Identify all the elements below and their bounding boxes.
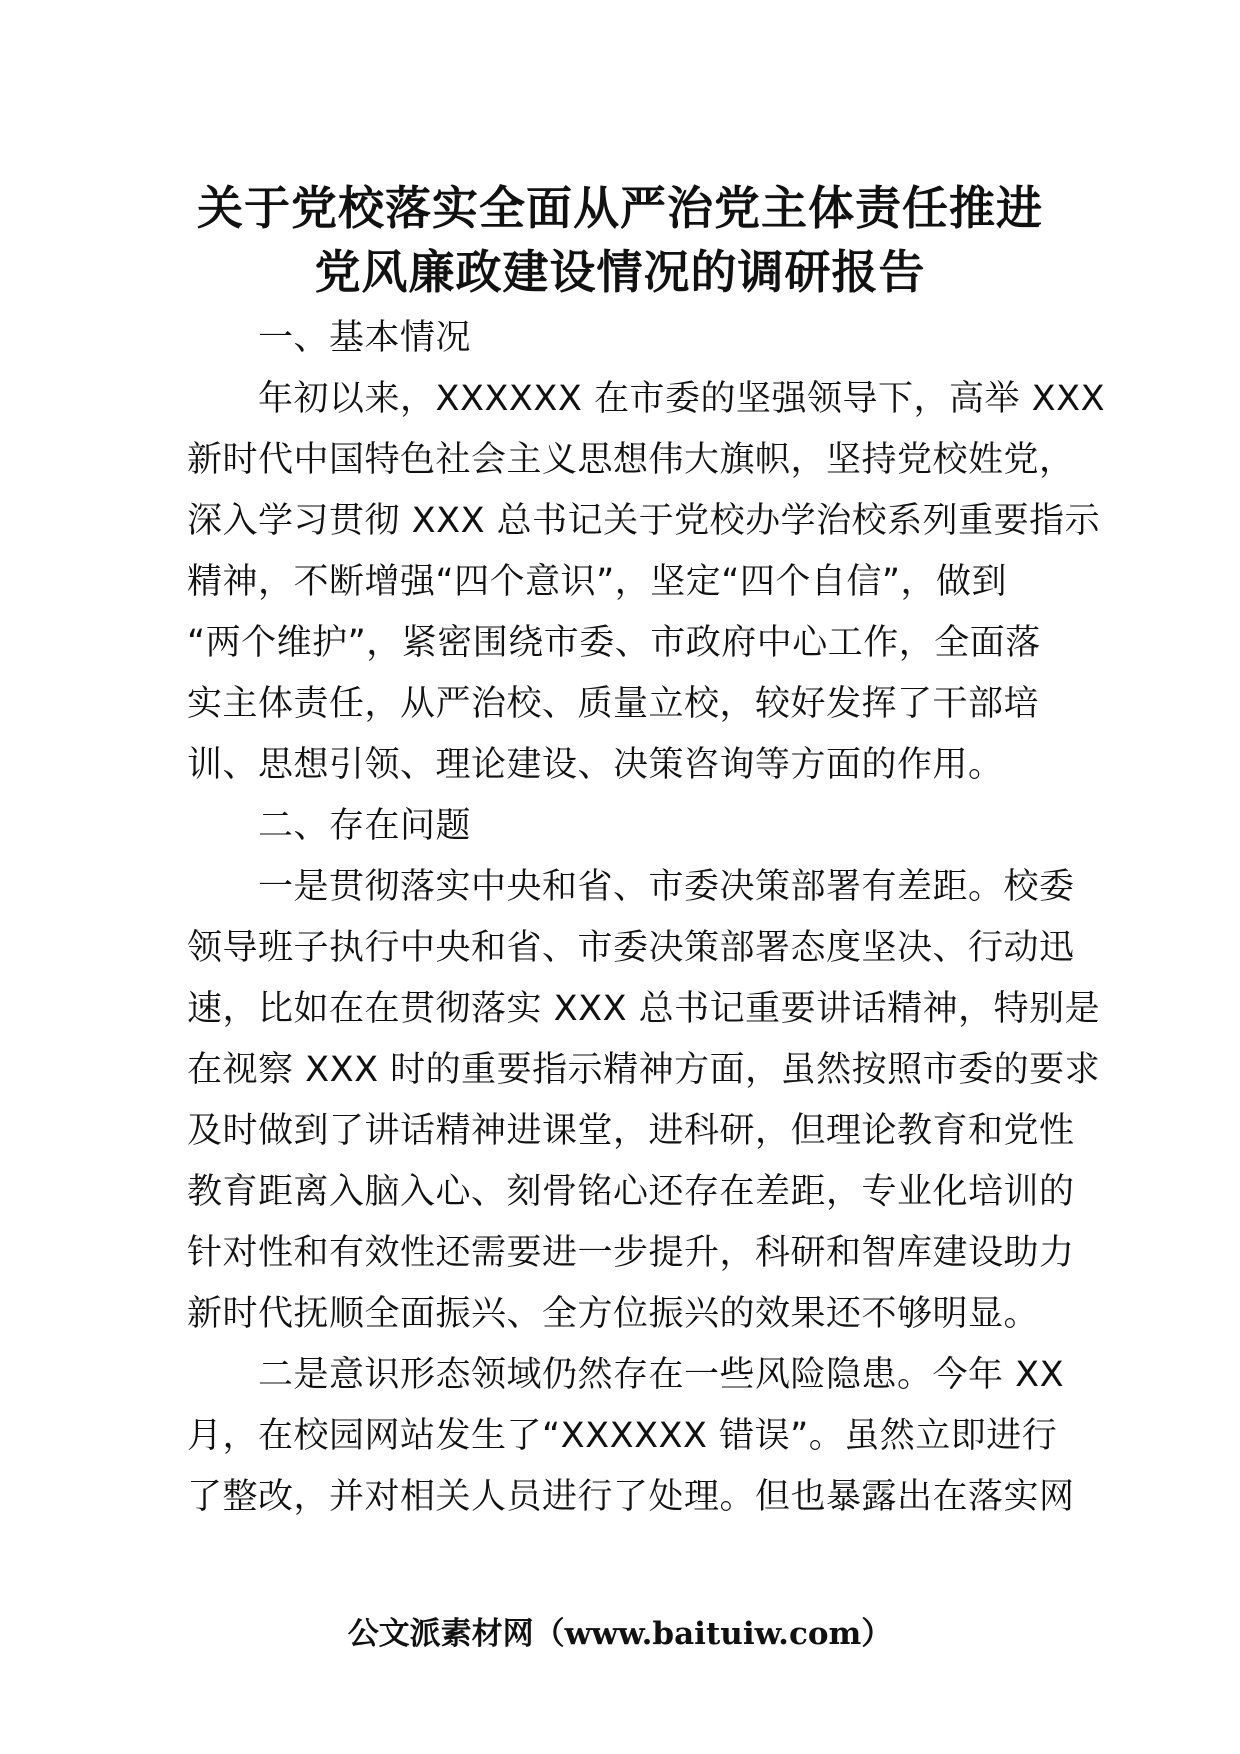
body-line: 速，比如在在贯彻落实 XXX 总书记重要讲话精神，特别是: [187, 989, 1101, 1029]
body-line: 领导班子执行中央和省、市委决策部署态度坚决、行动迅: [187, 928, 1075, 968]
section-heading-basic: 一、基本情况: [187, 318, 472, 358]
body-line: 新时代抚顺全面振兴、全方位振兴的效果还不够明显。: [187, 1294, 1040, 1334]
body-line: 一是贯彻落实中央和省、市委决策部署有差距。校委: [187, 867, 1075, 907]
body-line: 训、思想引领、理论建设、决策咨询等方面的作用。: [187, 745, 1004, 785]
body-line: 年初以来，XXXXXX 在市委的坚强领导下，高举 XXX: [187, 379, 1106, 419]
body-line: 月，在校园网站发生了“XXXXXX 错误”。虽然立即进行: [187, 1416, 1058, 1456]
body-line: 教育距离入脑入心、刻骨铭心还存在差距，专业化培训的: [187, 1172, 1075, 1212]
section-heading-problems: 二、存在问题: [187, 806, 472, 846]
body-line: 新时代中国特色社会主义思想伟大旗帜，坚持党校姓党，: [187, 440, 1075, 480]
body-line: 二是意识形态领域仍然存在一些风险隐患。今年 XX: [187, 1355, 1065, 1395]
document-title-line-1: 关于党校落实全面从严治党主体责任推进: [197, 181, 1043, 235]
body-line: 及时做到了讲话精神进课堂，进科研，但理论教育和党性: [187, 1111, 1075, 1151]
body-line: 了整改，并对相关人员进行了处理。但也暴露出在落实网: [187, 1477, 1075, 1517]
document-title-line-2: 党风廉政建设情况的调研报告: [314, 245, 926, 299]
body-line: 深入学习贯彻 XXX 总书记关于党校办学治校系列重要指示: [187, 501, 1101, 541]
body-line: “两个维护”，紧密围绕市委、市政府中心工作，全面落: [187, 623, 1041, 663]
body-line: 针对性和有效性还需要进一步提升，科研和智库建设助力: [187, 1233, 1075, 1273]
body-line: 精神，不断增强“四个意识”，坚定“四个自信”，做到: [187, 562, 1008, 602]
body-line: 实主体责任，从严治校、质量立校，较好发挥了干部培: [187, 684, 1040, 724]
body-line: 在视察 XXX 时的重要指示精神方面，虽然按照市委的要求: [187, 1050, 1101, 1090]
footer-source: 公文派素材网（www.baituiw.com）: [347, 1616, 893, 1652]
